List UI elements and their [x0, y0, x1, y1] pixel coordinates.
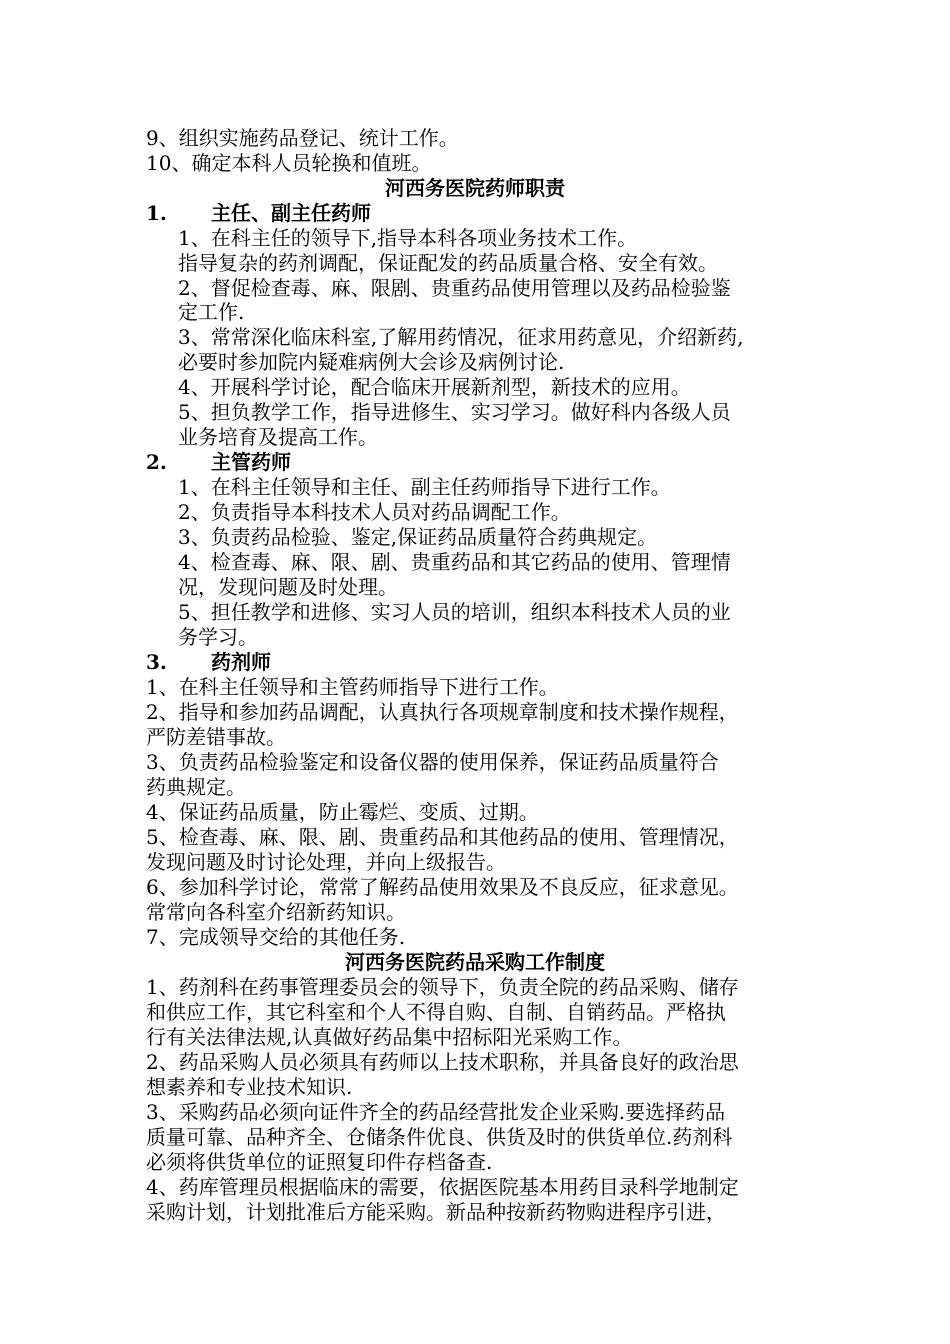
role-1-line: 必要时参加院内疑难病例大会诊及病例讨论.: [178, 350, 565, 374]
role-3-line: 药典规定。: [146, 775, 246, 799]
role-1-line: 3、常常深化临床科室,了解用药情况，征求用药意见，介绍新药,: [178, 325, 744, 349]
role-3-line: 5、检查毒、麻、限、剧、贵重药品和其他药品的使用、管理情况，: [146, 825, 739, 849]
procurement-line: 行有关法律法规,认真做好药品集中招标阳光采购工作。: [146, 1025, 633, 1049]
role-3-line: 严防差错事故。: [146, 725, 286, 749]
role-2-number: 2.: [146, 450, 167, 474]
role-2-line: 1、在科主任领导和主任、副主任药师指导下进行工作。: [178, 475, 671, 499]
section-title-procurement-policy: 河西务医院药品采购工作制度: [345, 950, 605, 974]
role-3-line: 4、保证药品质量，防止霉烂、变质、过期。: [146, 800, 539, 824]
role-3-line: 6、参加科学讨论，常常了解药品使用效果及不良反应，征求意见。: [146, 875, 739, 899]
role-2-title: 主管药师: [211, 450, 291, 474]
role-2-line: 5、担任教学和进修、实习人员的培训，组织本科技术人员的业: [178, 600, 731, 624]
role-3-number: 3.: [146, 650, 167, 674]
role-1-line: 业务培育及提高工作。: [178, 425, 378, 449]
role-3-line: 7、完成领导交给的其他任务.: [146, 925, 406, 949]
procurement-line: 必须将供货单位的证照复印件存档备查.: [146, 1150, 493, 1174]
procurement-line: 1、药剂科在药事管理委员会的领导下，负责全院的药品采购、储存: [146, 975, 739, 999]
role-1-number: 1.: [146, 201, 167, 225]
role-3-line: 2、指导和参加药品调配，认真执行各项规章制度和技术操作规程，: [146, 700, 739, 724]
role-1-line: 定工作.: [178, 300, 245, 324]
role-2-line: 况，发现问题及时处理。: [178, 575, 398, 599]
role-3-title: 药剂师: [211, 650, 271, 674]
role-1-line: 指导复杂的药剂调配，保证配发的药品质量合格、安全有效。: [178, 251, 718, 275]
section-title-pharmacist-duties: 河西务医院药师职责: [385, 176, 565, 200]
role-3-line: 发现问题及时讨论处理，并向上级报告。: [146, 850, 506, 874]
role-3-line: 1、在科主任领导和主管药师指导下进行工作。: [146, 675, 559, 699]
role-2-line: 3、负责药品检验、鉴定,保证药品质量符合药典规定。: [178, 525, 658, 549]
role-1-title: 主任、副主任药师: [211, 201, 371, 225]
role-1-line: 4、开展科学讨论，配合临床开展新剂型，新技术的应用。: [178, 375, 691, 399]
role-3-line: 3、负责药品检验鉴定和设备仪器的使用保养，保证药品质量符合: [146, 750, 719, 774]
intro-line-10: 10、确定本科人员轮换和值班。: [146, 151, 432, 175]
procurement-line: 4、药库管理员根据临床的需要，依据医院基本用药目录科学地制定: [146, 1175, 739, 1199]
procurement-line: 想素养和专业技术知识.: [146, 1075, 353, 1099]
role-2-line: 2、负责指导本科技术人员对药品调配工作。: [178, 500, 571, 524]
procurement-line: 采购计划，计划批准后方能采购。新品种按新药物购进程序引进，: [146, 1200, 726, 1224]
role-2-line: 务学习。: [178, 625, 258, 649]
role-3-line: 常常向各科室介绍新药知识。: [146, 900, 406, 924]
intro-line-9: 9、组织实施药品登记、统计工作。: [146, 126, 459, 150]
procurement-line: 2、药品采购人员必须具有药师以上技术职称，并具备良好的政治思: [146, 1050, 739, 1074]
procurement-line: 3、采购药品必须向证件齐全的药品经营批发企业采购.要选择药品: [146, 1100, 726, 1124]
role-1-line: 5、担负教学工作，指导进修生、实习学习。做好科内各级人员: [178, 400, 731, 424]
procurement-line: 和供应工作，其它科室和个人不得自购、自制、自销药品。严格执: [146, 1000, 726, 1024]
role-2-line: 4、检查毒、麻、限、剧、贵重药品和其它药品的使用、管理情: [178, 550, 731, 574]
procurement-line: 质量可靠、品种齐全、仓储条件优良、供货及时的供货单位.药剂科: [146, 1125, 733, 1149]
role-1-line: 1、在科主任的领导下,指导本科各项业务技术工作。: [178, 226, 638, 250]
role-1-line: 2、督促检查毒、麻、限剧、贵重药品使用管理以及药品检验鉴: [178, 276, 731, 300]
